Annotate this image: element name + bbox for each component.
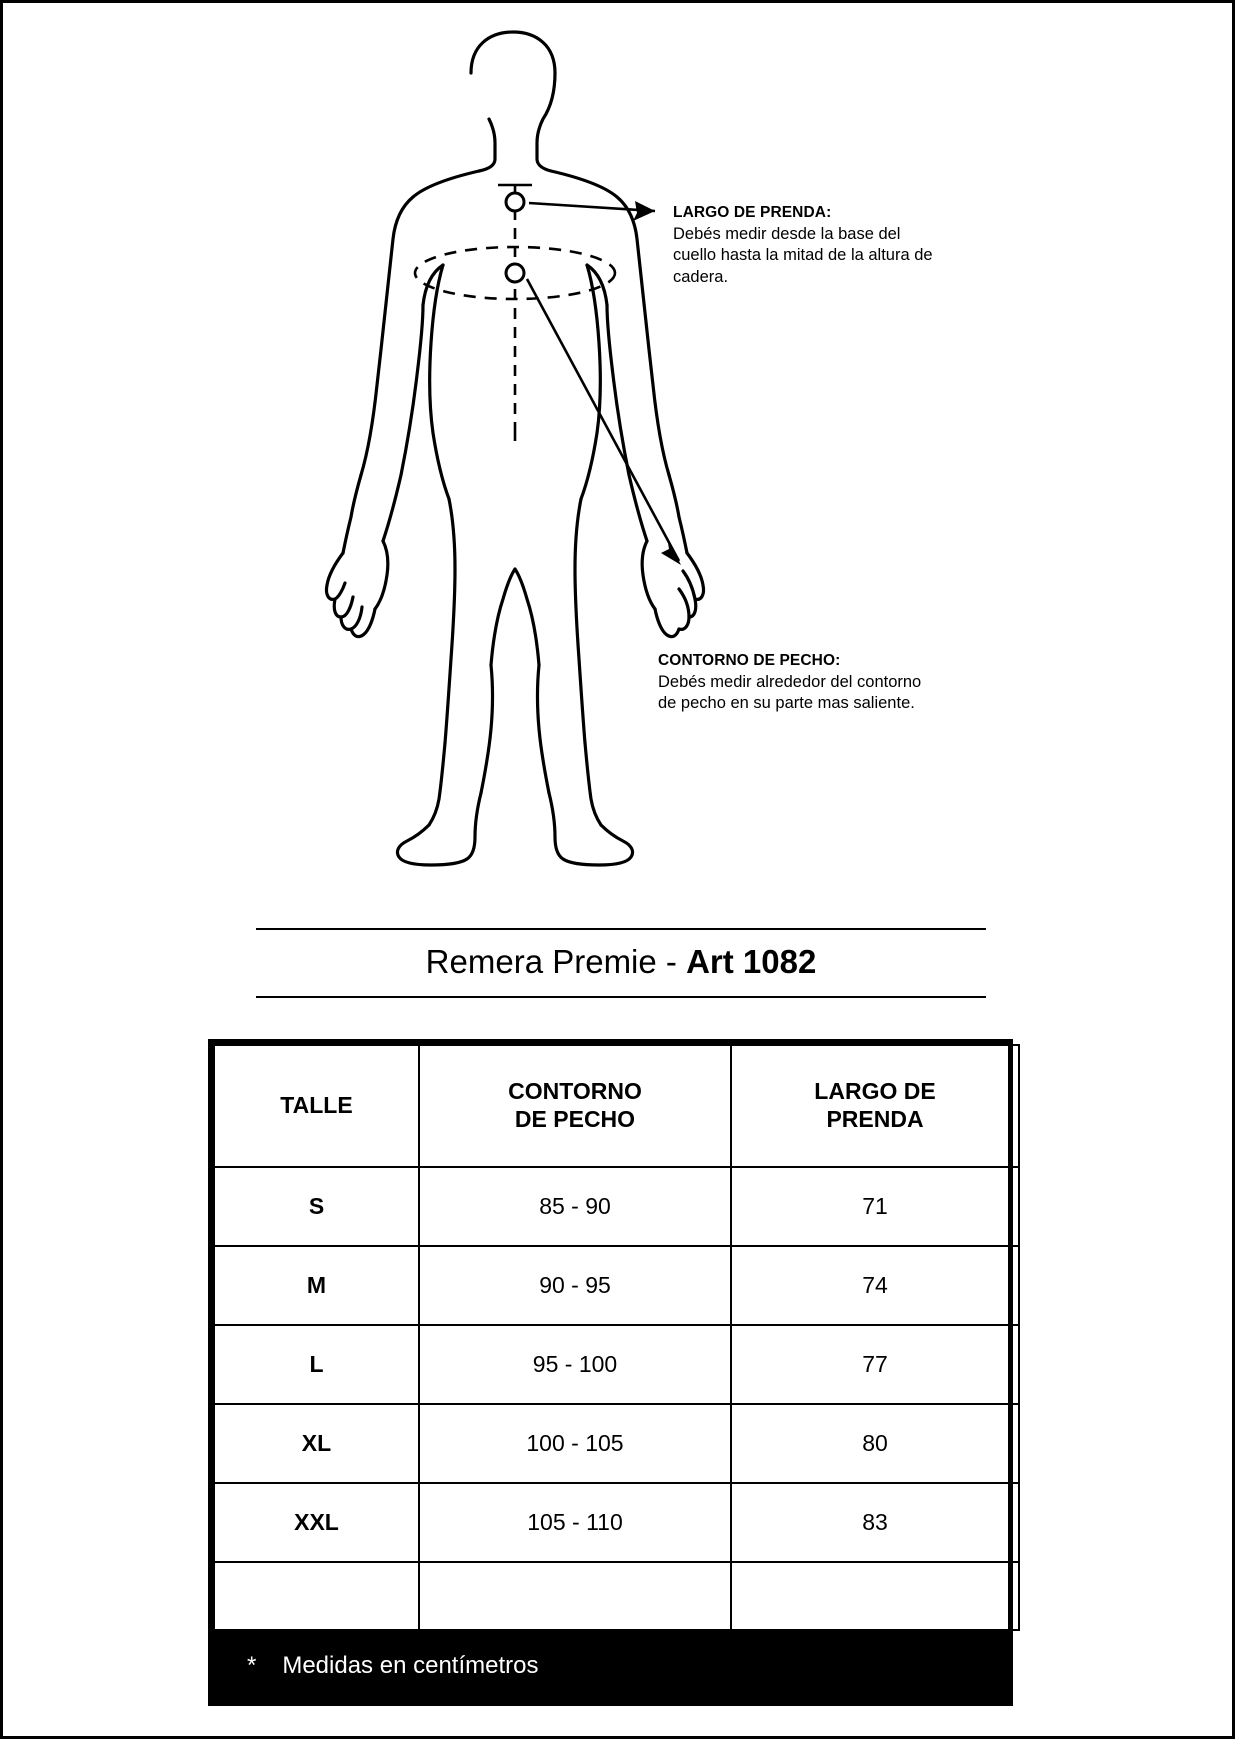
cell-contorno: 90 - 95: [419, 1246, 731, 1325]
product-art-code: Art 1082: [686, 943, 817, 980]
callout-largo-title: LARGO DE PRENDA:: [673, 204, 832, 221]
cell-contorno: [419, 1562, 731, 1630]
garment-length-line: [498, 185, 532, 441]
cell-largo: 74: [731, 1246, 1019, 1325]
callout-contorno-body: Debés medir alrededor del contorno de pecho en su parte mas saliente.: [658, 673, 922, 713]
header-talle: [214, 1045, 419, 1167]
table-header-row: [214, 1045, 1019, 1167]
header-largo-de-prenda: [731, 1045, 1019, 1167]
size-table-body: [214, 1167, 1019, 1630]
header-contorno-line-2: DE PECHO: [514, 1106, 636, 1132]
header-largo-line-1: LARGO DE: [814, 1078, 936, 1105]
neck-base-point: [506, 193, 524, 211]
cell-talle: XL: [214, 1404, 419, 1483]
human-body-diagram: [303, 13, 943, 893]
header-contorno-de-pecho: [419, 1045, 731, 1167]
callout-largo-body: Debés medir desde la base del cuello hasta la mitad de la altura de cadera.: [673, 225, 933, 286]
cell-largo: 83: [731, 1483, 1019, 1562]
product-title-block: [256, 928, 986, 998]
cell-largo: 71: [731, 1167, 1019, 1246]
size-table: [213, 1044, 1020, 1631]
table-row: [214, 1325, 1019, 1404]
callout-contorno-title: CONTORNO DE PECHO:: [658, 652, 841, 669]
cell-contorno: 100 - 105: [419, 1404, 731, 1483]
cell-largo: 80: [731, 1404, 1019, 1483]
product-name: Remera Premie -: [425, 943, 687, 980]
cell-contorno: 95 - 100: [419, 1325, 731, 1404]
footnote-text: Medidas en centímetros: [282, 1652, 539, 1679]
cell-talle: L: [214, 1325, 419, 1404]
size-table-head: [214, 1045, 1019, 1167]
header-talle-line-1: TALLE: [280, 1092, 353, 1119]
size-table-wrap: [208, 1039, 1013, 1706]
footnote-bar: [213, 1631, 1008, 1701]
title-rule-bottom: [256, 996, 986, 998]
size-table-border: [208, 1039, 1013, 1706]
header-largo-line-2: PRENDA: [826, 1106, 924, 1132]
table-row-empty: [214, 1562, 1019, 1630]
chest-point: [506, 264, 524, 282]
table-row: [214, 1404, 1019, 1483]
cell-talle: [214, 1562, 419, 1630]
table-row: [214, 1246, 1019, 1325]
table-row: [214, 1483, 1019, 1562]
footnote-star: *: [247, 1652, 257, 1679]
measurement-figure: [3, 3, 1232, 903]
cell-largo: 77: [731, 1325, 1019, 1404]
cell-contorno: 105 - 110: [419, 1483, 731, 1562]
table-row: [214, 1167, 1019, 1246]
cell-talle: M: [214, 1246, 419, 1325]
cell-contorno: 85 - 90: [419, 1167, 731, 1246]
header-contorno-line-1: CONTORNO: [508, 1078, 642, 1105]
cell-largo: [731, 1562, 1019, 1630]
cell-talle: S: [214, 1167, 419, 1246]
page-title: [256, 930, 986, 996]
callout-contorno-de-pecho: [658, 651, 928, 715]
leader-line-largo: [529, 201, 655, 221]
cell-talle: XXL: [214, 1483, 419, 1562]
callout-largo-de-prenda: [673, 203, 933, 288]
